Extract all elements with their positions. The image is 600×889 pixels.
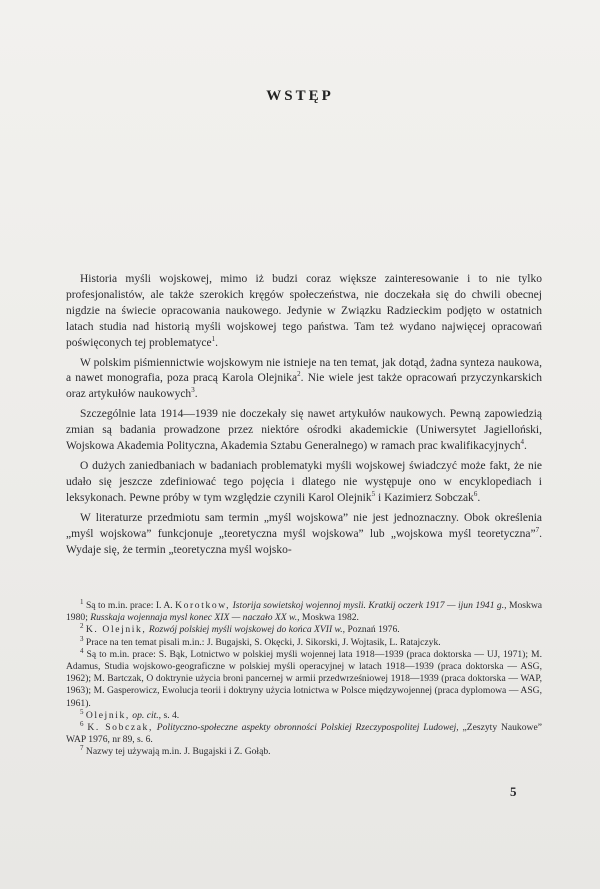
footnote-ref-6: 6	[473, 489, 478, 498]
footnote-3-text: Prace na ten temat pisali m.in.: J. Bugajski, S. Okęcki, J. Sikorski, J. Wojtasik, L. Ratajczyk.	[85, 636, 441, 648]
footnote-ref-5: 5	[371, 489, 376, 498]
body-text	[66, 272, 542, 562]
footnote-2-author: K. Olejnik,	[85, 624, 147, 636]
footnote-1-author: Korotkow,	[175, 600, 231, 611]
footnote-3-number: 3	[80, 634, 84, 643]
footnote-1	[66, 597, 543, 624]
footnote-1-place: Moskwa 1980;	[66, 600, 543, 624]
footnote-7-number: 7	[80, 744, 84, 753]
footnote-4-text: Są to m.in. prace: S. Bąk, Lotnictwo w polskiej myśli wojennej lata 1918—1939 (praca doktorska — UJ, 1971); M. Adamus, Studia wojskowo-geograficzne w polskiej myśli operacyjnej w latach 1918—1939 (praca doktorska — ASG, 1962); M. Bartczak, O doktrynie użycia broni pancernej w armii przedwrześniowej 1918—1939 (praca doktorska — WAP, 1963); M. Gasperowicz, Ewolucja teorii i doktryny użycia lotnictwa w Polsce międzywojennej (praca dyplomowa — ASG, 1961).	[66, 648, 542, 709]
footnote-5-author: Olejnik,	[85, 709, 130, 721]
paragraph-3-text: Szczególnie lata 1914—1939 nie doczekały się nawet artykułów naukowych. Pewną zapowiedzią zmian są badania prowadzone przez niektóre ośrodki akademickie (Uniwersytet Jagielloński, Wojskowa Akademia Polityczna, Akademia Sztabu Generalnego) w ramach prac kwalifikacyjnych	[66, 408, 542, 453]
paragraph-5	[66, 511, 542, 559]
footnote-ref-7: 7	[535, 525, 540, 534]
footnote-5-page: s. 4.	[163, 709, 180, 721]
footnote-1-text: Są to m.in. prace: I. A.	[85, 600, 176, 611]
footnote-1-title: Istorija sowietskoj wojennoj mysli. Kratkij oczerk 1917 — ijun 1941 g.,	[232, 600, 507, 611]
footnote-3	[66, 634, 542, 649]
paragraph-4-text-b: i Kazimierz Sobczak	[378, 491, 474, 504]
footnote-6-title: Polityczno-społeczne aspekty obronności Polskiej Rzeczypospolitej Ludowej,	[156, 722, 459, 734]
footnote-4	[66, 646, 542, 710]
footnote-6-source: „Zeszyty Naukowe” WAP 1976, nr 89, s. 6.	[66, 722, 542, 746]
footnote-1-title-2: Russkaja wojennaja mysl konec XIX — naczało XX w.,	[90, 612, 300, 624]
footnote-2-number: 2	[80, 622, 84, 631]
footnote-ref-1: 1	[211, 334, 216, 343]
footnote-2-place: Poznań 1976.	[347, 624, 400, 636]
footnote-6	[66, 719, 542, 746]
footnotes	[66, 597, 543, 759]
footnote-2-title: Rozwój polskiej myśli wojskowej do końca XVII w.,	[148, 624, 346, 636]
paragraph-5-text-b: . Wydaje się, że termin „teoretyczna myśl wojsko-	[66, 527, 542, 556]
footnote-7-text: Nazwy tej używają m.in. J. Bugajski i Z. Gołąb.	[85, 746, 271, 758]
footnote-2	[66, 624, 542, 636]
paragraph-4-text: O dużych zaniedbaniach w badaniach problematyki myśli wojskowej świadczyć może fakt, że nie udało się jeszcze zdefiniować tego pojęcia i dlatego nie występuje ono w encyklopediach i leksykonach. Pewne próby w tym względzie czynili Karol Olejnik	[66, 459, 542, 504]
footnote-1-place-2: Moskwa 1982.	[301, 612, 359, 624]
paragraph-2: W polskim piśmiennictwie wojskowym nie istnieje na ten temat, jak dotąd, żadna synteza naukowa, a nawet monografia, poza pracą Karola Olejnika$^2$. Nie wiele jest także opracowań przyczynkarskich oraz artykułów naukowych$^3$.	[66, 356, 542, 401]
paragraph-5-text: W literaturze przedmiotu sam termin „myśl wojskowa” nie jest jednoznaczny. Obok określenia „myśl wojskowa” funkcjonuje „teoretyczna myśl wojskowa” lub „wojskowa myśl teoretyczna”	[66, 511, 542, 540]
paragraph-1: Historia myśli wojskowej, mimo iż budzi coraz większe zainteresowanie i to nie tylko profesjonalistów, ale także szerokich kręgów społeczeństwa, nie doczekała się do chwili obecnej nigdzie na świecie opracowania naukowego. Jedynie w Związku Radzieckim podjęto w ostatnich latach studia nad historią myśli wojskowej tego państwa. Tam też wydano najwięcej opracowań poświęconych tej problematyce$^1$.	[66, 273, 542, 349]
chapter-title: WSTĘP	[266, 88, 334, 104]
paragraph-4: O dużych zaniedbaniach w badaniach problematyki myśli wojskowej świadczyć może fakt, że nie udało się jeszcze zdefiniować tego pojęcia i dlatego nie występuje ono w encyklopediach i leksykonach. Pewne próby w tym względzie czynili Karol Olejnik$^5$ i Kazimierz Sobczak$^6$.	[66, 459, 542, 504]
paragraph-2-text-b: Nie wiele jest także opracowań przyczynkarskich oraz artykułów naukowych	[66, 372, 542, 401]
footnote-6-number: 6	[80, 719, 84, 728]
footnote-5	[66, 707, 542, 722]
footnote-ref-2: 2	[297, 370, 301, 379]
footnote-ref-4: 4	[520, 438, 524, 447]
footnote-6-author: K. Sobczak,	[87, 722, 153, 734]
footnote-4-number: 4	[80, 646, 84, 655]
footnote-1-number: 1	[80, 597, 84, 606]
paragraph-2-text: W polskim piśmiennictwie wojskowym nie istnieje na ten temat, jak dotąd, żadna synteza naukowa, a nawet monografia, poza pracą Karola Olejnika	[66, 356, 542, 385]
footnote-5-number: 5	[80, 707, 84, 716]
footnote-7	[66, 746, 542, 758]
page-number: 5	[510, 784, 517, 799]
footnote-5-title: op. cit.,	[132, 709, 162, 721]
footnote-ref-3: 3	[191, 386, 195, 395]
paragraph-3: Szczególnie lata 1914—1939 nie doczekały się nawet artykułów naukowych. Pewną zapowiedzią zmian są badania prowadzone przez niektóre ośrodki akademickie (Uniwersytet Jagielloński, Wojskowa Akademia Polityczna, Akademia Sztabu Generalnego) w ramach prac kwalifikacyjnych$^4$.	[66, 408, 542, 453]
paragraph-1-text: Historia myśli wojskowej, mimo iż budzi coraz większe zainteresowanie i to nie tylko profesjonalistów, ale także szerokich kręgów społeczeństwa, nie doczekała się do chwili obecnej nigdzie na świecie opracowania naukowego. Jedynie w Związku Radzieckim podjęto w ostatnich latach studia nad historią myśli wojskowej tego państwa. Tam też wydano najwięcej opracowań poświęconych tej problematyce	[66, 273, 542, 349]
